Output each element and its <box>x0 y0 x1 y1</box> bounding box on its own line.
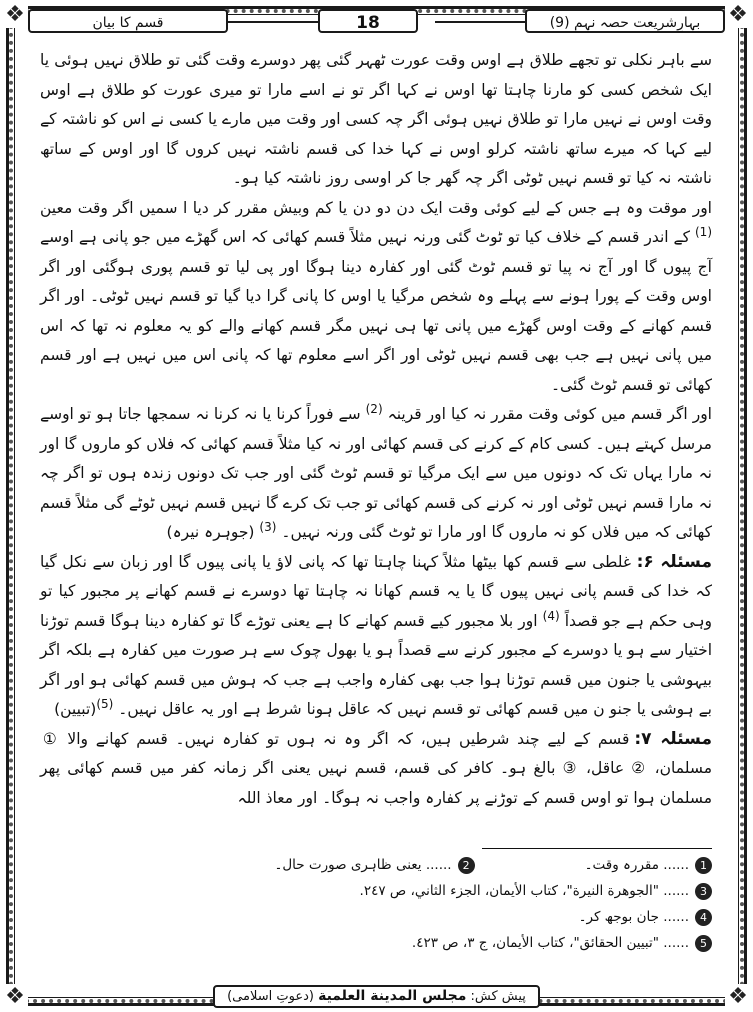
paragraph-text: اور بلا مجبور کیے قسم کھانے کا ہے یعنی توڑے گا تو کفارہ دینا ہوگا قسم توڑنا اختیار سے ہو یا دوسرے کے مجبور کرنے سے قصداً ہو یا بھول چوک سے ہر صورت میں کفارہ ہے بلکہ اگر بیہوشی یا جنون میں قسم توڑنا ہوا جب بھی کفارہ واجب ہے جب کہ ہوش میں قسم کھائی ہو اور اگر بے ہوشی یا جنو ن میں قسم کھائی تو قسم نہیں کہ عاقل ہونا شرط ہے اور یہ عاقل نہیں۔ <box>40 611 712 718</box>
publisher-name: مجلس المدینة العلمیة <box>318 988 467 1004</box>
paragraph-text: غلطی سے قسم کھا بیٹھا مثلاً کہنا چاہتا تھا کہ پانی لاؤ یا پانی پیوں گا اور زبان سے نکل گیا کہ خدا کی قسم پانی نہیں پیوں گا یا یہ قسم کھانا نہ چاہتا تھا دوسرے نے قسم کھانے پر مجبور کیا تو وہی حکم ہے جو قصداً <box>40 552 713 630</box>
paragraph <box>40 194 712 401</box>
paragraph-text: کے اندر قسم کے خلاف کیا تو ٹوٹ گئی ورنہ نہیں مثلاً قسم کھائی کہ اس گھڑے میں جو پانی ہے اوسے آج پیوں گا اور آج نہ پیا تو قسم ٹوٹ گئی اور کفارہ دینا ہوگا اور پی لیا تو قسم پوری ہوگئی اور اگر اوس وقت کے پورا ہونے سے پہلے وہ شخص مرگیا یا اوس کا پانی گرا دیا گیا تو قسم نہیں ٹوٹی۔ اور اگر قسم کھانے کے وقت اوس گھڑے میں پانی تھا ہی نہیں مگر قسم کھانے والے کو یہ معلوم نہ تھا کہ اس میں پانی نہیں ہے جب بھی قسم نہیں ٹوٹی اور اگر اسے معلوم تھا کہ پانی اس میں نہیں ہے اور قسم کھائی تو قسم ٹوٹ گئی۔ <box>40 228 712 394</box>
chapter-title: قسم کا بیان <box>28 9 228 33</box>
footnote-ref: (5) <box>96 696 114 711</box>
corner-ornament-icon: ❖ <box>725 2 751 28</box>
footnote-number: 2 <box>458 857 475 874</box>
footnotes <box>40 852 712 956</box>
header-rule <box>435 21 525 23</box>
paragraph-text: سے فوراً کرنا یا نہ کرنا نہ سمجھا جاتا ہو تو اوسے مرسل کہتے ہیں۔ کسی کام کے کرنے کی قسم کھائی اور نہ کیا مثلاً قسم کھائی کہ فلاں کو ماروں گا اور نہ مارا یہاں تک کہ دونوں میں سے ایک مرگیا تو قسم ٹوٹ گئی اور جب تک دونوں زندہ ہوں تو اگر چہ نہ مارا قسم نہیں ٹوٹی اور نہ کرنے کی قسم کھائی تو جب تک کرے گا نہیں قسم نہیں ٹوٹے گی مثلاً قسم کھائی کہ میں فلاں کو نہ ماروں گا اور مارا تو ٹوٹ گئی ورنہ نہیں۔ <box>40 405 712 541</box>
paragraph-text: اور موقت وہ ہے جس کے لیے کوئی وقت ایک دن دو دن یا کم وبیش مقرر کر دیا ا سمیں اگر وقت معین <box>40 198 712 217</box>
footnote-text: ...... یعنی ظاہری صورت حال۔ <box>274 857 452 873</box>
masla-label: مسئلہ ۷: <box>634 728 712 749</box>
corner-ornament-icon: ❖ <box>2 2 28 28</box>
paragraph: سے باہر نکلی تو تجھے طلاق ہے اوس وقت عورت ٹھہر گئی پھر دوسرے وقت گئی تو طلاق نہیں ہوئی یا ایک شخص کسی کو مارنا چاہتا تھا اوس نے کہا اگر تو نے اسے مارا تو میری عورت کو طلاق ہے اوس وقت اوس نے نہیں مارا تو طلاق نہیں ہوئی اگر چہ کسی اور وقت میں مارے یا کسی نے اس کو ناشتہ کے لیے کہا کہ میرے ساتھ ناشتہ کرلو اوس نے کہا خدا کی قسم ناشتہ نہیں کروں گا اور اوس کے ساتھ ناشتہ نہ کیا تو قسم نہیں ٹوٹی اگر چہ گھر جا کر اوسی روز ناشتہ کیا ہو۔ <box>40 51 712 187</box>
masla-label: مسئلہ ۶: <box>636 551 712 572</box>
footer-suffix: (دعوتِ اسلامی) <box>227 989 314 1004</box>
page-number: 18 <box>318 9 418 33</box>
source-citation: (جوہرہ نیرہ) <box>166 523 255 541</box>
corner-ornament-icon: ❖ <box>725 984 751 1010</box>
footnote-ref: (3) <box>259 519 277 534</box>
footnote-ref: (1) <box>694 224 712 239</box>
page-header <box>28 5 725 35</box>
footnote-item <box>40 904 712 930</box>
publisher-credit <box>213 985 540 1008</box>
footnote-number: 5 <box>695 935 712 952</box>
footnote-text: ...... جان بوجھ کر۔ <box>578 909 689 925</box>
main-text <box>40 46 712 813</box>
page-footer <box>0 985 753 1007</box>
footnote-ref: (4) <box>542 608 560 623</box>
footnote-item <box>40 930 712 956</box>
footnote-number: 3 <box>695 883 712 900</box>
footnote-item <box>40 878 712 904</box>
paragraph <box>40 400 712 548</box>
footnote-ref: (2) <box>365 401 383 416</box>
paragraph <box>40 548 712 725</box>
corner-ornament-icon: ❖ <box>2 984 28 1010</box>
footnote-divider <box>482 848 712 849</box>
footnote-number: 4 <box>695 909 712 926</box>
source-citation: (تبیین) <box>54 700 97 718</box>
footnote-row <box>40 852 712 878</box>
footnote-item <box>274 852 474 878</box>
footnote-text: ...... مقررہ وقت۔ <box>584 857 689 873</box>
book-title: بہارِشریعت حصہ نہم (9) <box>525 9 725 33</box>
footnote-text: ...... "الجوهرة النيرة"، كتاب الأيمان، الجزء الثاني، ص ٢٤٧. <box>359 883 689 899</box>
paragraph-text: قسم کے لیے چند شرطیں ہیں، کہ اگر وہ نہ ہوں تو کفارہ نہیں۔ قسم کھانے والا ① مسلمان، ② عاقل، ③ بالغ ہو۔ کافر کی قسم، قسم نہیں یعنی اگر زمانہ کفر میں قسم کھائی پھر مسلمان ہوا تو اوس قسم کے توڑنے پر کفارہ واجب نہ ہوگا۔ اور معاذ اللہ <box>40 729 712 807</box>
footnote-text: ...... "تبيين الحقائق"، كتاب الأيمان، ج ٣، ص ٤٢٣. <box>411 935 689 951</box>
footnote-item <box>585 852 712 878</box>
footnote-number: 1 <box>695 857 712 874</box>
footer-prefix: پیش کش: <box>470 989 526 1004</box>
header-rule <box>228 21 318 23</box>
paragraph <box>40 725 712 814</box>
paragraph-text: اور اگر قسم میں کوئی وقت مقرر نہ کیا اور قرینہ <box>382 405 712 423</box>
